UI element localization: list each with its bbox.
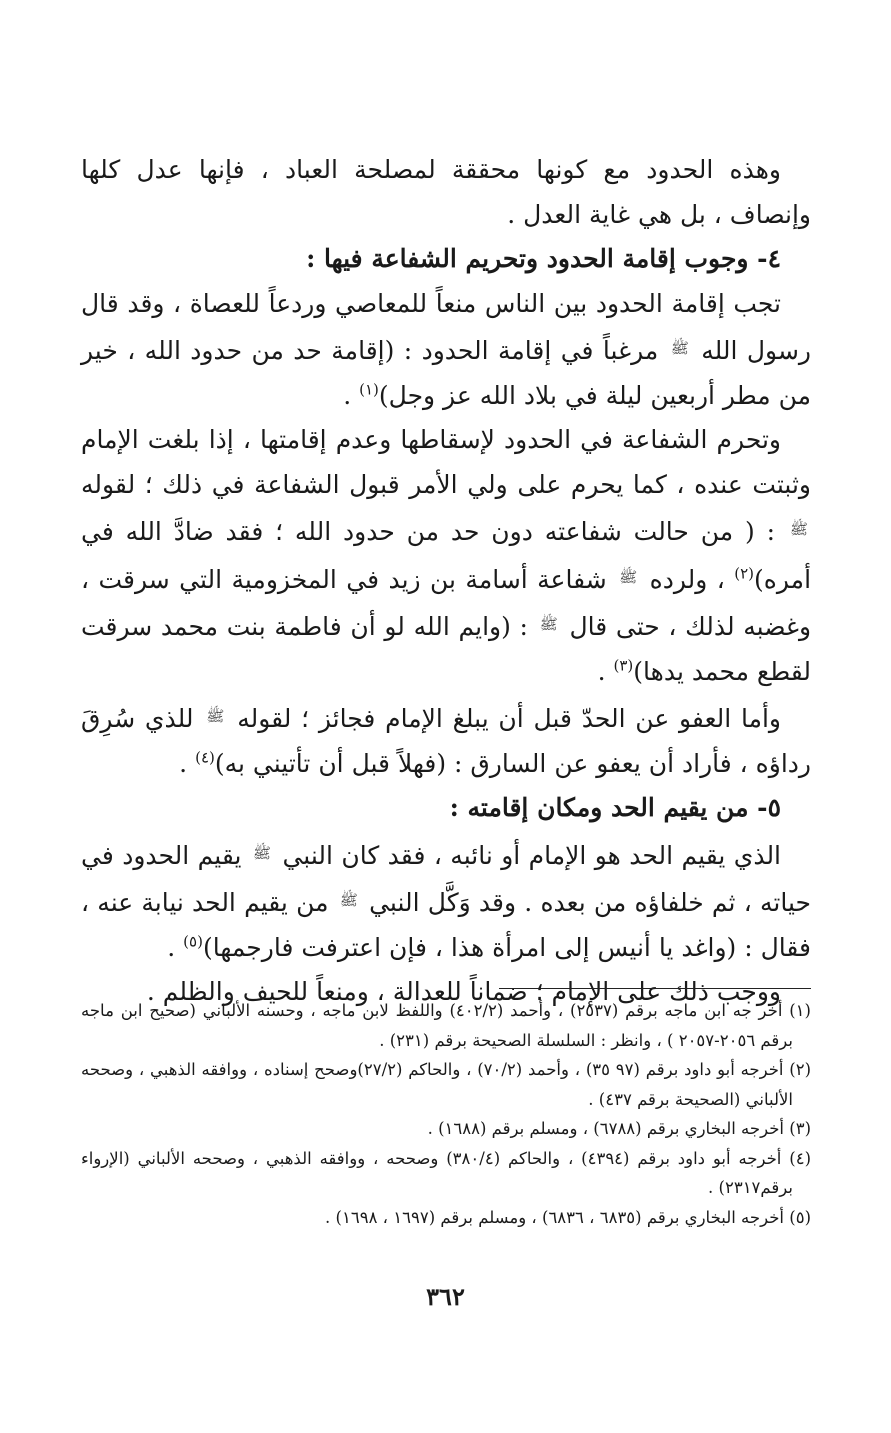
- paragraph-1-text: وهذه الحدود مع كونها محققة لمصلحة العباد ، فإنها عدل كلها وإنصاف ، بل هي غاية العدل .: [81, 155, 811, 229]
- salawat-glyph: ﷺ: [539, 615, 558, 633]
- paragraph-4-text-a: وأما العفو عن الحدّ قبل أن يبلغ الإمام فجائز ؛ لقوله: [237, 704, 782, 733]
- footnote-ref-2: (٢): [734, 564, 755, 583]
- footnote-ref-1: (١): [359, 380, 379, 399]
- paragraph-4-text-b: للذي سُرِقَ رداؤه ، فأراد أن يعفو عن السارق : (فهلاً قبل أن تأتيني به): [81, 704, 811, 778]
- paragraph-1: [81, 148, 811, 237]
- salawat-glyph: ﷺ: [789, 520, 808, 538]
- paragraph-3-text-a: وتحرم الشفاعة في الحدود لإسقاطها وعدم إقامتها ، إذا بلغت الإمام وثبتت عنده ، كما يحرم على ولي الأمر قبول الشفاعة في ذلك ؛ لقوله: [81, 425, 811, 499]
- paragraph-2-text-a: تجب إقامة الحدود بين الناس منعاً للمعاصي وردعاً للعصاة ، وقد قال رسول الله: [81, 288, 811, 365]
- paragraph-6-text: ووجب ذلك على الإمام ؛ ضماناً للعدالة ، ومنعاً للحيف والظلم .: [146, 977, 781, 1006]
- paragraph-5-text-b: يقيم الحدود في حياته ، ثم خلفاؤه من بعده . وقد وَكَّل النبي: [81, 840, 811, 917]
- paragraph-4-end: .: [179, 748, 196, 778]
- salawat-glyph: ﷺ: [252, 843, 272, 862]
- footnote-5: (٥) أخرجه البخاري برقم (٦٨٣٥ ، ٦٨٣٦) ، ومسلم برقم (١٦٩٧ ، ١٦٩٨) .: [325, 1207, 811, 1227]
- paragraph-3-text-b: : ( من حالت شفاعته دون حد من حدود الله ؛ فقد ضادَّ الله في أمره): [81, 517, 812, 594]
- footnote-4: (٤) أخرجه أبو داود برقم (٤٣٩٤) ، والحاكم (٣٨٠/٤) وصححه ، ووافقه الذهبي ، وصححه الألباني (الإرواء برقم٢٣١٧) .: [81, 1148, 812, 1197]
- footnotes: [81, 996, 811, 1232]
- paragraph-3-end: .: [597, 656, 614, 686]
- salawat-glyph: ﷺ: [206, 707, 225, 725]
- paragraph-4: [81, 694, 811, 786]
- paragraph-3-text-e: : (وايم الله لو أن فاطمة بنت محمد سرقت لقطع محمد يدها): [81, 612, 811, 686]
- footnote-ref-5: (٥): [183, 932, 203, 951]
- paragraph-5-text-a: الذي يقيم الحد هو الإمام أو نائبه ، فقد كان النبي: [282, 840, 782, 870]
- footnote-ref-4: (٤): [195, 748, 215, 767]
- section-heading-4: ٤- وجوب إقامة الحدود وتحريم الشفاعة فيها :: [306, 244, 781, 273]
- paragraph-3-text-c: ، ولرده: [649, 564, 735, 594]
- paragraph-2-text-b: مرغباً في إقامة الحدود : (إقامة حد من حدود الله ، خير من مطر أربعين ليلة في بلاد الله عز وجل): [81, 336, 811, 410]
- footnote-3: (٣) أخرجه البخاري برقم (٦٧٨٨) ، ومسلم برقم (١٦٨٨) .: [427, 1119, 811, 1138]
- main-text: [81, 148, 811, 1015]
- footnote-1: (١) أخر جه ابن ماجه برقم (٢٥٣٧) ، وأحمد (٤٠٢/٢) واللفظ لابن ماجه ، وحسنه الألباني (صحيح ابن ماجه برقم ٢٠٥٦-٢٠٥٧ ) ، وانظر : السلسلة الصحيحة برقم (٢٣١) .: [81, 1001, 811, 1050]
- paragraph-3: [81, 418, 811, 694]
- paragraph-2-end: .: [343, 380, 360, 410]
- paragraph-5: [81, 831, 811, 971]
- section-heading-5: ٥- من يقيم الحد ومكان إقامته :: [449, 793, 781, 822]
- paragraph-3-text-d: شفاعة أسامة بن زيد في المخزومية التي سرقت ، وغضبه لذلك ، حتى قال: [81, 564, 812, 641]
- page-number: ٣٦٢: [426, 1282, 465, 1311]
- footnote-2: (٢) أخرجه أبو داود برقم (٩٧ ٣٥) ، وأحمد (٧٠/٢) ، والحاكم (٢٧/٢)وصحح إسناده ، ووافقه الذهبي ، وصححه الألباني (الصحيحة برقم ٤٣٧) .: [81, 1060, 812, 1109]
- footnote-ref-3: (٣): [613, 656, 634, 675]
- salawat-glyph: ﷺ: [670, 339, 689, 357]
- paragraph-5-text-c: من يقيم الحد نيابة عنه ، فقال : (واغد يا أنيس إلى امرأة هذا ، فإن اعترفت فارجمها): [81, 888, 811, 962]
- paragraph-2: [81, 282, 811, 419]
- footnote-separator: [499, 988, 811, 989]
- salawat-glyph: ﷺ: [619, 567, 638, 586]
- paragraph-5-end: .: [167, 932, 184, 962]
- salawat-glyph: ﷺ: [339, 891, 358, 909]
